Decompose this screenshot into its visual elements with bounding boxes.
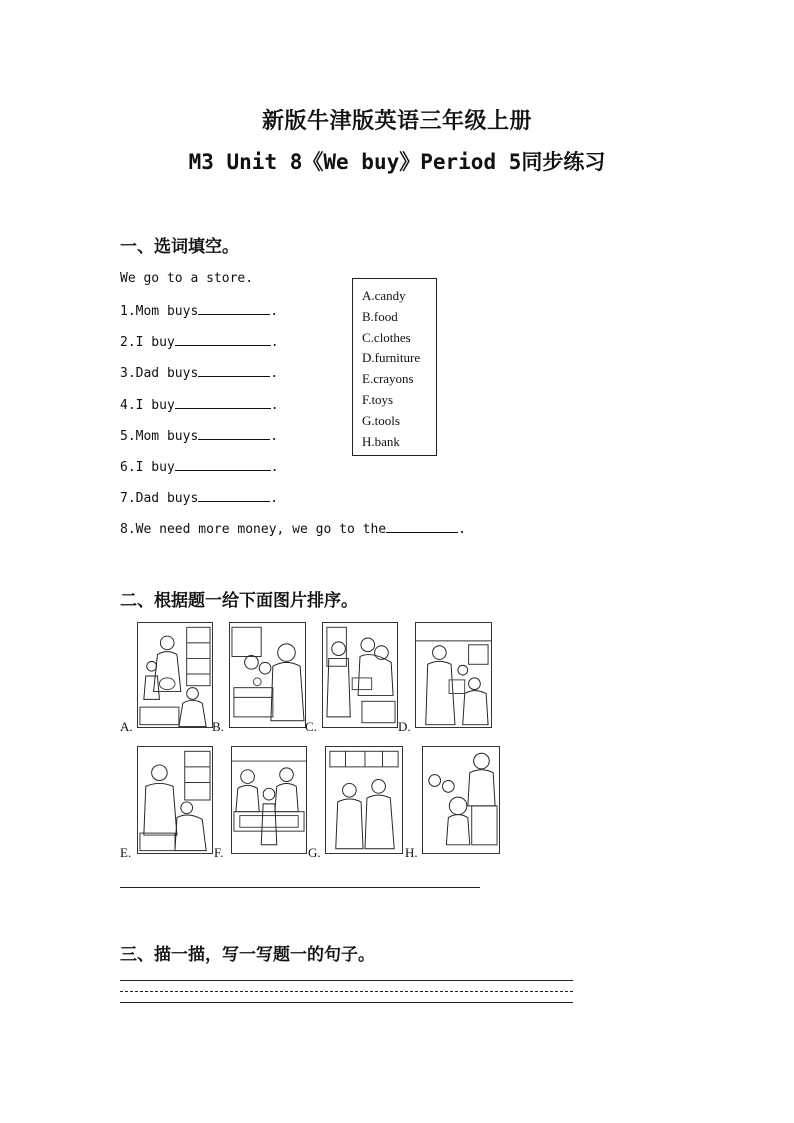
answer-blank-7[interactable] bbox=[198, 489, 270, 502]
picture-label-c: C. bbox=[305, 719, 317, 734]
option-item: E.crayons bbox=[362, 371, 414, 387]
picture-g bbox=[325, 746, 403, 854]
store-scene-icon bbox=[138, 623, 212, 727]
answer-blank-2[interactable] bbox=[175, 333, 271, 346]
question-7: 7.Dad buys . bbox=[120, 491, 279, 506]
section-heading-3: 三、描一描，写一写题一的句子。 bbox=[120, 945, 375, 965]
picture-d bbox=[415, 622, 492, 728]
picture-label-d: D. bbox=[398, 719, 411, 734]
picture-label-h: H. bbox=[405, 845, 418, 860]
picture-label-g: G. bbox=[308, 845, 321, 860]
picture-b bbox=[229, 622, 306, 728]
question-1: 1.Mom buys . bbox=[120, 304, 279, 319]
answer-blank-6[interactable] bbox=[175, 458, 271, 471]
intro-sentence: We go to a store. bbox=[120, 271, 254, 286]
picture-a bbox=[137, 622, 213, 728]
writing-line-top[interactable] bbox=[120, 980, 573, 981]
page-subtitle: M3 Unit 8《We buy》Period 5同步练习 bbox=[188, 150, 606, 174]
page-title: 新版牛津版英语三年级上册 bbox=[261, 108, 532, 134]
option-item: A.candy bbox=[362, 288, 406, 303]
option-item: F.toys bbox=[362, 391, 394, 407]
answer-blank-3[interactable] bbox=[198, 364, 270, 377]
writing-line-middle bbox=[120, 991, 573, 992]
question-3: 3.Dad buys . bbox=[120, 366, 279, 381]
picture-f bbox=[231, 746, 307, 854]
option-item: C.clothes bbox=[362, 329, 411, 345]
option-item: G.tools bbox=[362, 412, 400, 428]
option-item: H.bank bbox=[362, 433, 400, 449]
options-box bbox=[352, 278, 437, 456]
picture-label-b: B. bbox=[212, 719, 224, 734]
answer-blank-5[interactable] bbox=[198, 427, 270, 440]
picture-label-e: E. bbox=[120, 845, 132, 860]
question-2: 2.I buy . bbox=[120, 335, 279, 350]
answer-blank-1[interactable] bbox=[198, 302, 270, 315]
answer-line-order[interactable] bbox=[120, 887, 480, 888]
writing-line-bottom bbox=[120, 1002, 573, 1003]
option-item: D.furniture bbox=[362, 350, 421, 366]
question-4: 4.I buy . bbox=[120, 398, 279, 413]
option-item: B.food bbox=[362, 308, 398, 324]
picture-h bbox=[422, 746, 500, 854]
answer-blank-8[interactable] bbox=[386, 520, 458, 533]
answer-blank-4[interactable] bbox=[175, 396, 271, 409]
picture-c bbox=[322, 622, 398, 728]
section-heading-1: 一、选词填空。 bbox=[120, 237, 239, 257]
question-6: 6.I buy . bbox=[120, 460, 279, 475]
picture-label-a: A. bbox=[120, 719, 133, 734]
question-5: 5.Mom buys . bbox=[120, 429, 279, 444]
picture-label-f: F. bbox=[214, 845, 224, 860]
question-8: 8.We need more money, we go to the . bbox=[120, 522, 466, 537]
picture-e bbox=[137, 746, 213, 854]
section-heading-2: 二、根据题一给下面图片排序。 bbox=[120, 591, 358, 611]
